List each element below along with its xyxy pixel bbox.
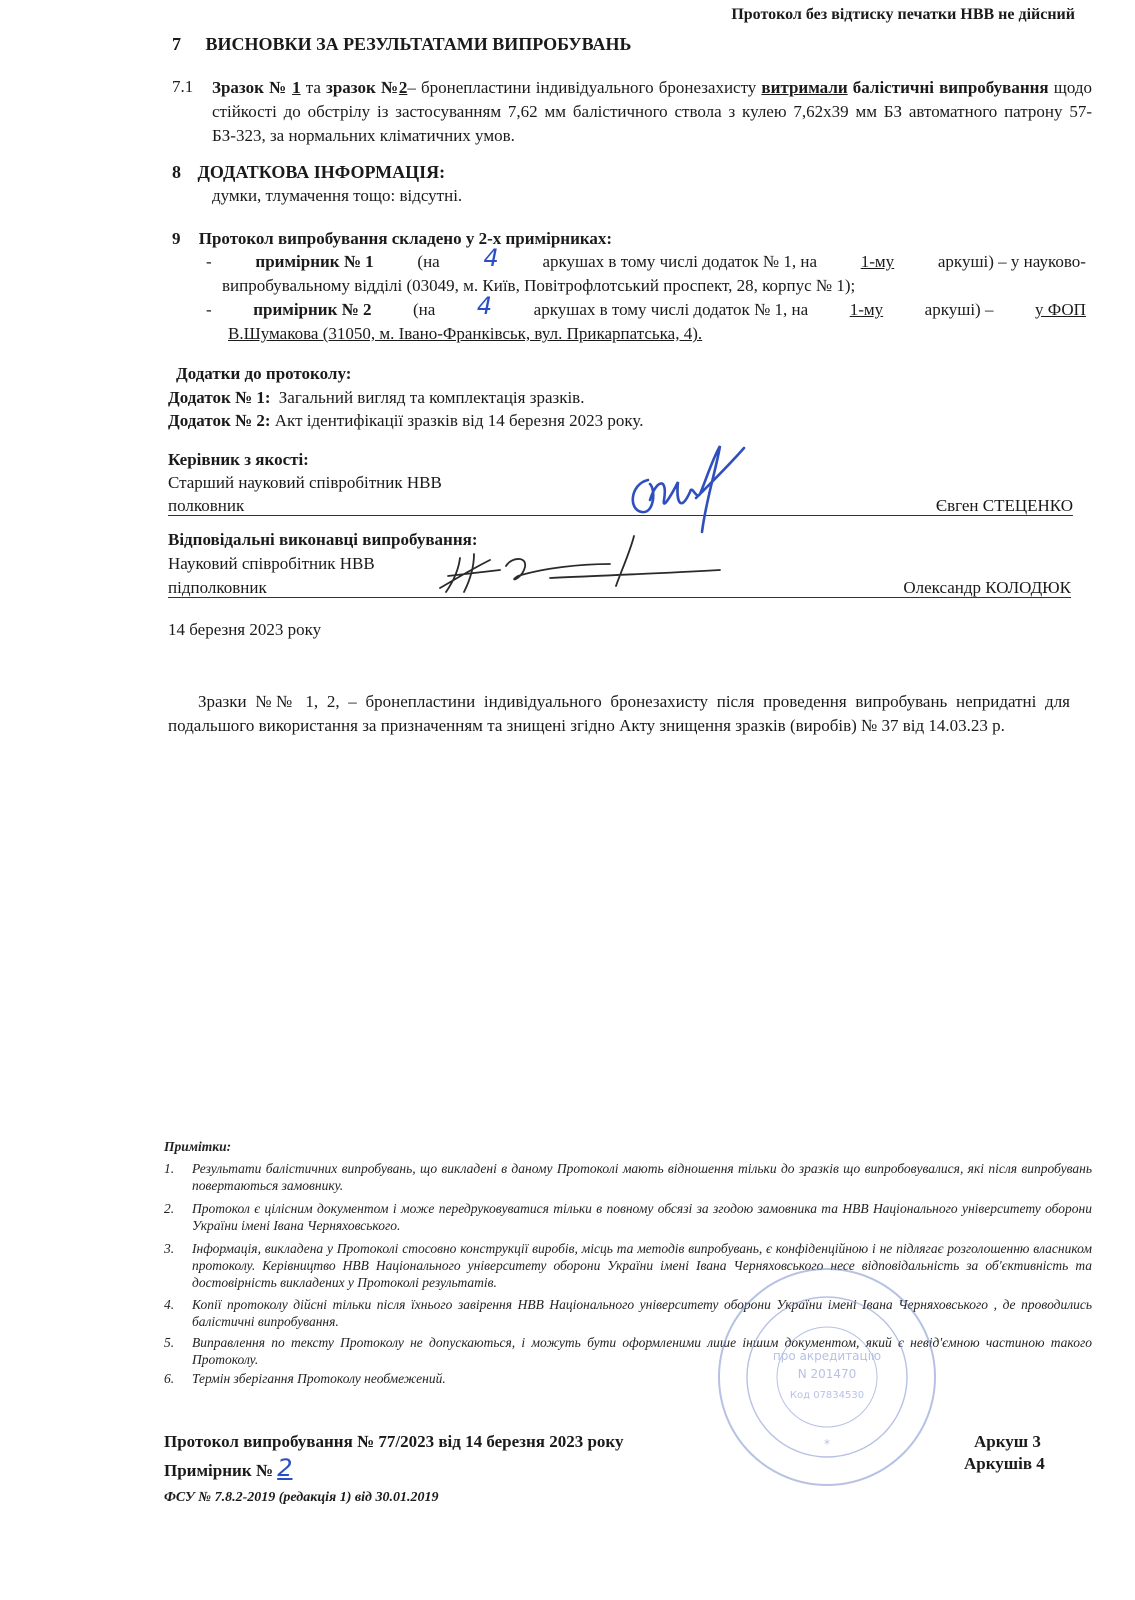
section-9-number: 9 — [172, 229, 181, 248]
footer-copy — [164, 1454, 292, 1482]
sample-1-number: 1 — [292, 78, 301, 97]
copy-1-line-2: випробувальному відділі (03049, м. Київ, Повітрофлотський проспект, 28, корпус № 1); — [222, 276, 856, 295]
note-5-text: Виправлення по тексту Протоколу не допускаються, і можуть бути оформленими лише іншим документом, який є невід'ємною частиною такого Протоколу. — [192, 1335, 1092, 1367]
section-8-number: 8 — [172, 162, 181, 182]
text-b: щодо стійкості до обстрілу із застосуванням 7,62 мм балістичного ствола з кулею 7,62х39 мм БЗ автоматного патрону 57-БЗ-323, за нормальних кліматичних умов. — [212, 78, 1092, 145]
footer-sheets: Аркушів 4 — [964, 1454, 1045, 1473]
note-4-text: Копії протоколу дійсні тільки після їхнього завірення НВВ Національного університету оборони України імені Івана Черняховського , де проводились балістичні випробування. — [192, 1297, 1092, 1329]
signing-date: 14 березня 2023 року — [168, 620, 322, 639]
appendix-1-text: Загальний вигляд та комплектація зразків. — [278, 388, 585, 407]
section-8-title: ДОДАТКОВА ІНФОРМАЦІЯ: — [197, 162, 446, 182]
note-1-text: Результати балістичних випробувань, що викладені в даному Протоколі мають відношення тільки до зразків що випробовувалися, які після випробувань повертаються замовнику. — [192, 1161, 1092, 1193]
appendices-title: Додатки до протоколу: — [176, 364, 352, 383]
withstood-word: витримали — [761, 78, 848, 97]
note-2 — [164, 1200, 1094, 1234]
appendix-2-label: Додаток № 2: — [168, 411, 271, 430]
stamp-code: Код 07834530 — [789, 1390, 865, 1401]
quality-head-title: Керівник з якості: — [168, 450, 309, 469]
text-a: – бронепластини індивідуального бронезахисту — [407, 78, 757, 97]
copy-1-dash: - — [206, 252, 212, 271]
paragraph-7-1 — [212, 76, 1092, 148]
sample-2-label: зразок № — [326, 78, 399, 97]
copy-2-pre: (на — [413, 300, 436, 319]
paragraph-7-1-number: 7.1 — [172, 77, 194, 96]
copy-2-line-2: В.Шумакова (31050, м. Івано-Франківськ, вул. Прикарпатська, 4). — [228, 324, 703, 343]
svg-text:*: * — [824, 1437, 830, 1451]
executors-title: Відповідальні виконавці випробування: — [168, 530, 478, 549]
note-6-text: Термін зберігання Протоколу необмежений. — [192, 1371, 446, 1386]
note-2-number: 2. — [164, 1201, 175, 1216]
note-1 — [164, 1160, 1094, 1194]
copy-1-sheet: 1-му — [860, 252, 895, 271]
appendix-1-label: Додаток № 1: — [168, 388, 271, 407]
copy-2-fop: у ФОП — [1035, 300, 1086, 319]
validity-notice: Протокол без відтиску печатки НВВ не дійсний — [731, 6, 1075, 23]
signature-quality-head — [620, 440, 760, 540]
copy-2-post: аркуші) – — [924, 300, 994, 319]
note-4 — [164, 1296, 1094, 1330]
executor-rank: підполковник — [168, 578, 267, 597]
footer-copy-handwritten-number: 2 — [277, 1454, 293, 1482]
executor-name: Олександр КОЛОДЮК — [903, 578, 1071, 597]
copy-1-pre: (на — [417, 252, 440, 271]
signature-executor — [420, 530, 740, 605]
note-6-number: 6. — [164, 1371, 175, 1386]
destruction-note: Зразки №№ 1, 2, – бронепластини індивідуального бронезахисту після проведення випробувань непридатні для подальшого використання за призначенням та знищені згідно Акту знищення зразків (виробів) № 37 від 14.03.23 р. — [168, 692, 1070, 735]
appendix-2-text: Акт ідентифікації зразків від 14 березня 2023 року. — [274, 411, 644, 430]
sample-2-number: 2 — [398, 78, 408, 97]
section-7-title: ВИСНОВКИ ЗА РЕЗУЛЬТАТАМИ ВИПРОБУВАНЬ — [205, 34, 632, 54]
quality-head-name: Євген СТЕЦЕНКО — [935, 496, 1073, 515]
note-4-number: 4. — [164, 1297, 175, 1312]
note-3-text: Інформація, викладена у Протоколі стосовно конструкції виробів, місць та методів випробувань, є конфіденційною і не підлягає розголошенню власником протоколу. Керівництво НВВ Національного університету оборони України імені Івана Черняховського несе відповідальність за об'єктивність та достовірність викладених у Протоколі результатів. — [192, 1241, 1092, 1290]
stamp-id-number: N 201470 — [797, 1367, 857, 1381]
quality-head-rank: полковник — [168, 496, 245, 515]
section-8-heading — [172, 162, 445, 183]
footer-sheet: Аркуш 3 — [974, 1432, 1041, 1451]
note-3-number: 3. — [164, 1241, 175, 1256]
quality-head-position: Старший науковий співробітник НВВ — [168, 473, 442, 492]
copy-1-line — [206, 244, 1086, 272]
section-9-title: Протокол випробування складено у 2-х примірниках: — [198, 229, 613, 248]
copy-2-sheet: 1-му — [849, 300, 884, 319]
note-5 — [164, 1334, 1094, 1368]
note-5-number: 5. — [164, 1335, 175, 1350]
stamp-id-text: про акредитацію — [772, 1349, 882, 1363]
sample-1-label: Зразок № — [212, 78, 287, 97]
footer-copy-label: Примірник № — [164, 1461, 273, 1480]
section-7-number: 7 — [172, 34, 181, 54]
note-2-text: Протокол є цілісним документом і може передруковуватися тільки в повному обсязі за згодою замовника та НВВ Національного університету оборони України імені Івана Черняховського. — [192, 1201, 1092, 1233]
notes-title: Примітки: — [164, 1139, 232, 1154]
ballistic-tests-word: балістичні випробування — [852, 78, 1049, 97]
copy-2-mid: аркушах в тому числі додаток № 1, на — [533, 300, 809, 319]
appendix-2 — [168, 411, 643, 431]
notes-block — [164, 1138, 1094, 1388]
official-stamp — [712, 1262, 942, 1492]
and-word: та — [305, 78, 321, 97]
note-1-number: 1. — [164, 1161, 175, 1176]
copy-1-label: примірник № 1 — [255, 252, 374, 271]
note-3 — [164, 1240, 1094, 1292]
note-6 — [164, 1370, 1094, 1388]
footer-protocol: Протокол випробування № 77/2023 від 14 березня 2023 року — [164, 1432, 624, 1451]
copy-2-handwritten-count: 4 — [476, 292, 493, 320]
section-8-text: думки, тлумачення тощо: відсутні. — [212, 186, 463, 205]
copy-1-post: аркуші) – у науково- — [937, 252, 1086, 271]
copy-2-label: примірник № 2 — [253, 300, 372, 319]
copy-1-mid: аркушах в тому числі додаток № 1, на — [542, 252, 817, 271]
section-7-heading — [172, 34, 631, 55]
footer-fsu: ФСУ № 7.8.2-2019 (редакція 1) від 30.01.2019 — [164, 1490, 439, 1505]
section-9-heading — [172, 229, 612, 249]
executor-position: Науковий співробітник НВВ — [168, 554, 375, 573]
copy-2-line — [206, 292, 1086, 320]
copy-2-dash: - — [206, 300, 212, 319]
copy-1-handwritten-count: 4 — [483, 244, 499, 272]
appendix-1 — [168, 388, 584, 408]
